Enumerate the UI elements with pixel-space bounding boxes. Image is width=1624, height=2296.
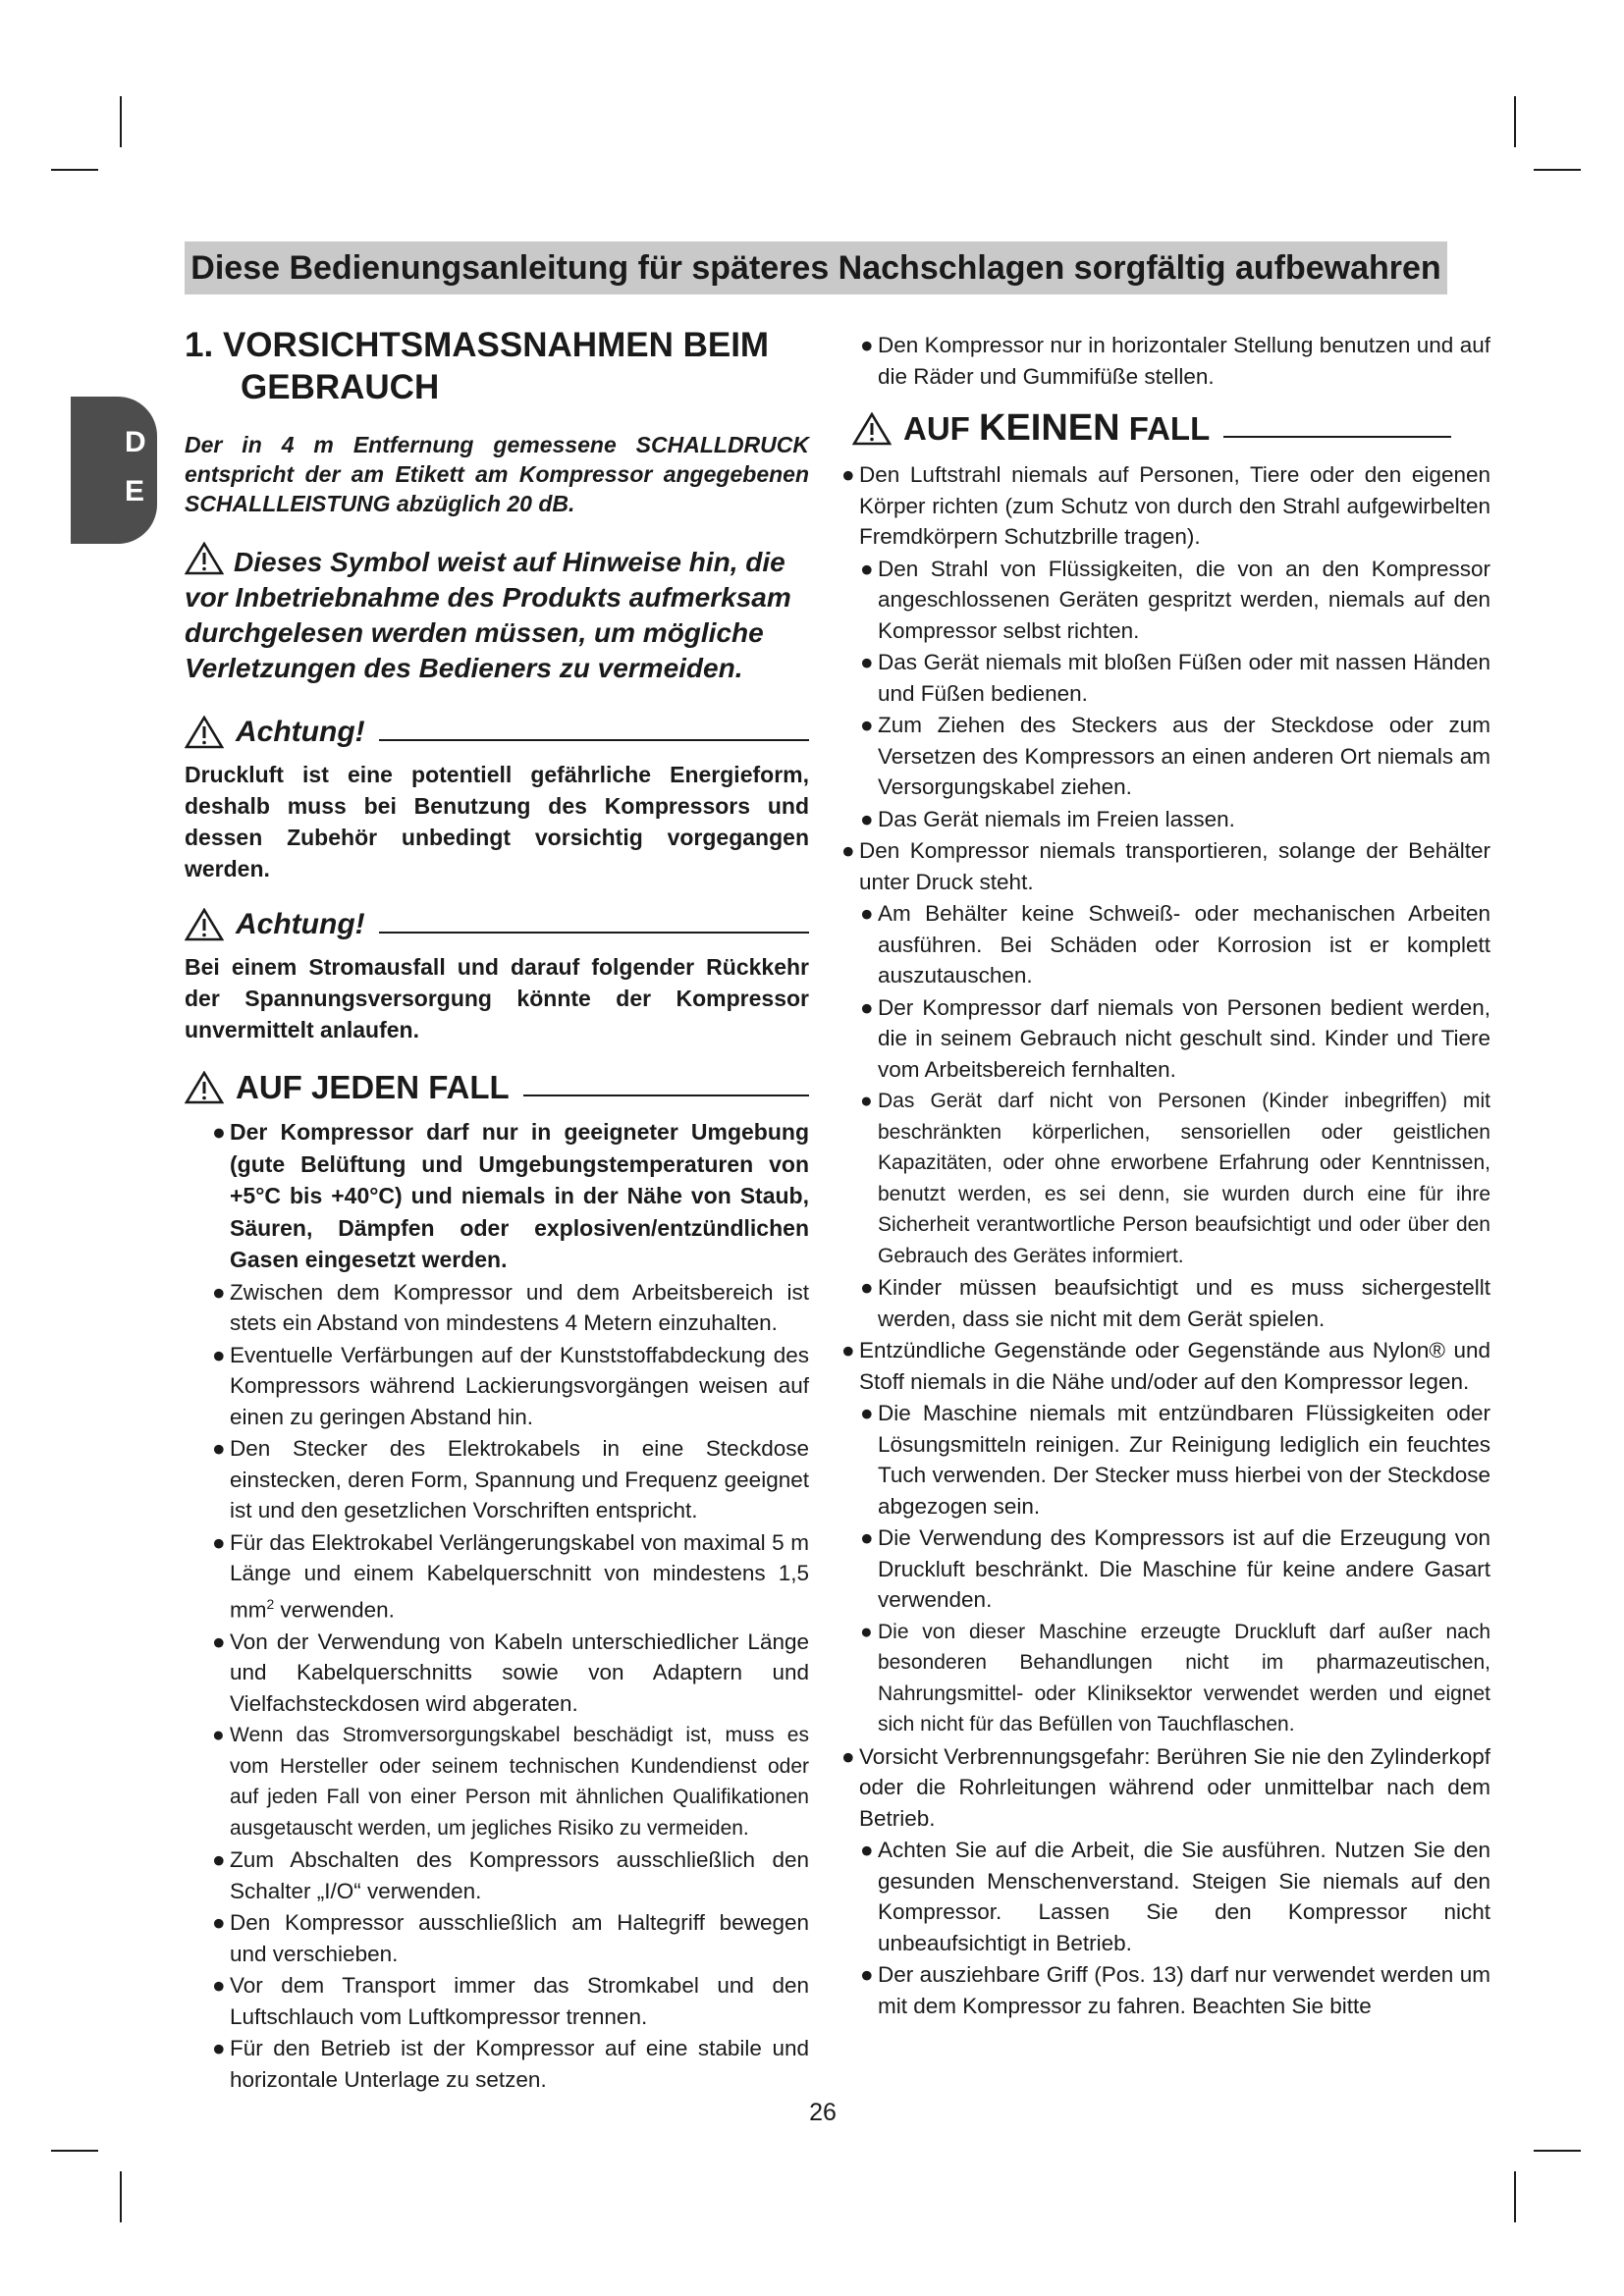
- heading-rule: [523, 1095, 809, 1096]
- list-item: ● Für den Betrieb ist der Kompressor auf eine stabile und horizontale Unterlage zu setzen.: [212, 2033, 809, 2095]
- always-list: [185, 1116, 809, 2095]
- bullet-icon: ●: [860, 333, 874, 357]
- list-item: ● Den Kompressor niemals transportieren, solange der Behälter unter Druck steht.: [841, 835, 1490, 897]
- list-item: ● Am Behälter keine Schweiß- oder mechanischen Arbeiten ausführen. Bei Schäden oder Korrosion ist er komplett auszutauschen.: [860, 898, 1490, 991]
- list-item: ● Entzündliche Gegenstände oder Gegenstände aus Nylon® und Stoff niemals in die Nähe und/oder auf den Kompressor legen.: [841, 1335, 1490, 1397]
- title-banner: [185, 241, 1447, 294]
- bullet-icon: ●: [860, 806, 874, 831]
- list-item: ● Das Gerät darf nicht von Personen (Kinder inbegriffen) mit beschränkten körperlichen, sensoriellen oder geistlichen Kapazitäten, oder ohne erworbene Erfahrung oder Kenntnissen, benutzt werden, es sei denn, sie wurden durch eine für ihre Sicherheit verantwortliche Person beaufsichtigt und oder über den Gebrauch des Gerätes informiert.: [860, 1086, 1490, 1271]
- language-tab-letter-d: D: [125, 426, 146, 458]
- bullet-icon: ●: [860, 1090, 873, 1112]
- warning-label: Achtung!: [236, 908, 365, 941]
- list-item: ● Wenn das Stromversorgungskabel beschädigt ist, muss es vom Hersteller oder seinem technischen Kundendienst oder auf jeden Fall von einer Person mit ähnlichen Qualifikationen ausgetauscht werden, um jegliches Risiko zu vermeiden.: [212, 1720, 809, 1843]
- bullet-icon: ●: [860, 556, 874, 581]
- crop-mark: [1514, 2171, 1516, 2222]
- heading-rule: [1223, 436, 1451, 438]
- page-number: 26: [809, 2099, 837, 2126]
- list-item: ● Achten Sie auf die Arbeit, die Sie ausführen. Nutzen Sie den gesunden Menschenverstand. Steigen Sie niemals auf den Kompressor. Lassen Sie den Kompressor nicht unbeaufsichtigt in Betrieb.: [860, 1835, 1490, 1958]
- section-title-line1: VORSICHTSMASSNAHMEN BEIM: [222, 326, 770, 364]
- list-item: ● Für das Elektrokabel Verlängerungskabel von maximal 5 m Länge und einem Kabelquerschnitt von mindestens 1,5 $mm^2$ verwenden.: [212, 1527, 809, 1626]
- bullet-icon: ●: [860, 1401, 874, 1425]
- list-item: ● Zwischen dem Kompressor und dem Arbeitsbereich ist stets ein Abstand von mindestens 4 Metern einzuhalten.: [212, 1277, 809, 1339]
- list-item: ● Die Maschine niemals mit entzündbaren Flüssigkeiten oder Lösungsmitteln reinigen. Zur Reinigung lediglich ein feuchtes Tuch verwenden. Der Stecker muss hierbei von der Steckdose abgezogen sein.: [860, 1398, 1490, 1522]
- list-item: ● Eventuelle Verfärbungen auf der Kunststoffabdeckung des Kompressors während Lackierungsvorgängen weisen auf einen zu geringen Abstand hin.: [212, 1340, 809, 1433]
- heading-rule: [379, 932, 809, 934]
- list-item: ● Den Strahl von Flüssigkeiten, die von an den Kompressor angeschlossenen Geräten gespritzt werden, niemals auf den Kompressor selbst richten.: [860, 554, 1490, 647]
- bullet-icon: ●: [212, 1119, 226, 1146]
- warning-text-1: Druckluft ist eine potentiell gefährliche Energieform, deshalb muss bei Benutzung des Kompressors und dessen Zubehör unbedingt vorsichtig vorgegangen werden.: [185, 762, 809, 882]
- crop-mark: [120, 96, 122, 147]
- warning-text-2: Bei einem Stromausfall und darauf folgender Rückkehr der Spannungsversorgung könnte der Kompressor unvermittelt anlaufen.: [185, 954, 809, 1043]
- list-item: ● Von der Verwendung von Kabeln unterschiedlicher Länge und Kabelquerschnitts sowie von Adaptern und Vielfachsteckdosen wird abgeraten.: [212, 1627, 809, 1720]
- list-item: ● Zum Abschalten des Kompressors ausschließlich den Schalter „I/O“ verwenden.: [212, 1844, 809, 1906]
- banner-text: Diese Bedienungsanleitung für späteres Nachschlagen sorgfältig aufbewahren: [190, 248, 1441, 287]
- crop-mark: [1534, 169, 1581, 171]
- bullet-icon: ●: [841, 1338, 855, 1362]
- bullet-icon: ●: [860, 650, 874, 674]
- crop-mark: [120, 2171, 122, 2222]
- list-item: ● Den Kompressor nur in horizontaler Stellung benutzen und auf die Räder und Gummifüße stellen.: [860, 330, 1490, 392]
- symbol-note-block: [185, 542, 809, 716]
- bullet-icon: ●: [212, 1342, 226, 1367]
- list-item: ● Der Kompressor darf nur in geeigneter Umgebung (gute Belüftung und Umgebungstemperaturen von +5°C bis +40°C) und niemals in der Nähe von Staub, Säuren, Dämpfen oder explosiven/entzündlichen Gasen eingesetzt werden.: [212, 1116, 809, 1276]
- bullet-icon: ●: [212, 1529, 226, 1555]
- bullet-icon: ●: [212, 1279, 226, 1305]
- list-item: ● Zum Ziehen des Steckers aus der Steckdose oder zum Versetzen des Kompressors an einen anderen Ort niemals am Versorgungskabel ziehen.: [860, 710, 1490, 803]
- warning-heading-2: [185, 908, 809, 941]
- crop-mark: [1514, 96, 1516, 147]
- never-heading: AUF KEINEN FALL: [852, 407, 1451, 450]
- bullet-icon: ●: [860, 901, 874, 926]
- crop-mark: [51, 2150, 98, 2152]
- bullet-icon: ●: [860, 994, 874, 1020]
- heading-rule: [379, 739, 809, 741]
- warning-triangle-icon: [185, 716, 224, 749]
- list-item: ● Den Stecker des Elektrokabels in eine Steckdose einstecken, deren Form, Spannung und Frequenz geeignet ist und den gesetzlichen Vorschriften entspricht.: [212, 1433, 809, 1526]
- warning-triangle-icon: [852, 412, 892, 446]
- list-item: ● Den Luftstrahl niemals auf Personen, Tiere oder den eigenen Körper richten (zum Schutz von durch den Strahl aufgewirbelten Fremdkörpern Schutzbrille tragen).: [841, 459, 1490, 553]
- bullet-icon: ●: [212, 1973, 226, 1999]
- bullet-icon: ●: [860, 713, 874, 737]
- bullet-icon: ●: [860, 1962, 874, 1987]
- section-title: [185, 324, 809, 408]
- bullet-icon: ●: [212, 1910, 226, 1936]
- warning-triangle-icon: [185, 542, 224, 575]
- bullet-icon: ●: [841, 1743, 855, 1769]
- list-item: ● Das Gerät niemals im Freien lassen.: [860, 804, 1490, 835]
- list-item: ● Der ausziehbare Griff (Pos. 13) darf nur verwendet werden um mit dem Kompressor zu fahren. Beachten Sie bitte: [860, 1959, 1490, 2021]
- bullet-icon: ●: [860, 1525, 874, 1550]
- bullet-icon: ●: [212, 1724, 225, 1747]
- list-item: ● Der Kompressor darf niemals von Personen bedient werden, die in seinem Gebrauch nicht geschult sind. Kinder und Tiere vom Arbeitsbereich fernhalten.: [860, 992, 1490, 1086]
- section-number: 1.: [185, 326, 214, 364]
- left-column: [185, 324, 809, 2109]
- list-item: ● Kinder müssen beaufsichtigt und es muss sichergestellt werden, dass sie nicht mit dem Gerät spielen.: [860, 1272, 1490, 1334]
- bullet-icon: ●: [212, 1847, 226, 1873]
- bullet-icon: ●: [841, 462, 855, 487]
- crop-mark: [51, 169, 98, 171]
- list-item: ● Die Verwendung des Kompressors ist auf die Erzeugung von Druckluft beschränkt. Die Maschine für keine andere Gasart verwenden.: [860, 1522, 1490, 1616]
- language-tab: [71, 397, 157, 544]
- warning-triangle-icon: [185, 1071, 224, 1104]
- bullet-icon: ●: [860, 1275, 874, 1300]
- bullet-icon: ●: [212, 1436, 226, 1462]
- warning-triangle-icon: [185, 908, 224, 941]
- symbol-note: Dieses Symbol weist auf Hinweise hin, die vor Inbetriebnahme des Produkts aufmerksam durchgelesen werden müssen, um mögliche Verletzungen des Bedieners zu vermeiden.: [185, 542, 809, 686]
- list-item: ● Vorsicht Verbrennungsgefahr: Berühren Sie nie den Zylinderkopf oder die Rohrleitungen während oder unmittelbar nach dem Betrieb.: [841, 1741, 1490, 1835]
- list-item: ● Die von dieser Maschine erzeugte Druckluft darf außer nach besonderen Behandlungen nicht im pharmazeutischen, Nahrungsmittel- oder Kliniksektor verwendet werden und eignet sich nicht für das Befüllen von Tauchflaschen.: [860, 1617, 1490, 1740]
- language-tab-letter-e: E: [125, 475, 145, 507]
- bullet-icon: ●: [860, 1620, 873, 1643]
- warning-heading-1: [185, 716, 809, 749]
- always-heading: AUF JEDEN FALL: [185, 1069, 809, 1106]
- intro-list: [852, 330, 1490, 392]
- crop-mark: [1534, 2150, 1581, 2152]
- section-title-line2: GEBRAUCH: [241, 368, 440, 407]
- list-item: ● Das Gerät niemals mit bloßen Füßen oder mit nassen Händen und Füßen bedienen.: [860, 647, 1490, 709]
- list-item: ● Vor dem Transport immer das Stromkabel und den Luftschlauch vom Luftkompressor trennen.: [212, 1970, 809, 2032]
- bullet-icon: ●: [841, 838, 855, 863]
- never-list: [841, 459, 1490, 2021]
- noise-note: Der in 4 m Entfernung gemessene SCHALLDRUCK entspricht der am Etikett am Kompressor angegebenen SCHALLLEISTUNG abzüglich 20 dB.: [185, 432, 809, 517]
- right-column: [841, 330, 1490, 2035]
- warning-label: Achtung!: [236, 716, 365, 749]
- bullet-icon: ●: [212, 1629, 226, 1654]
- bullet-icon: ●: [212, 2036, 226, 2061]
- bullet-icon: ●: [860, 1838, 874, 1862]
- list-item: ● Den Kompressor ausschließlich am Haltegriff bewegen und verschieben.: [212, 1907, 809, 1969]
